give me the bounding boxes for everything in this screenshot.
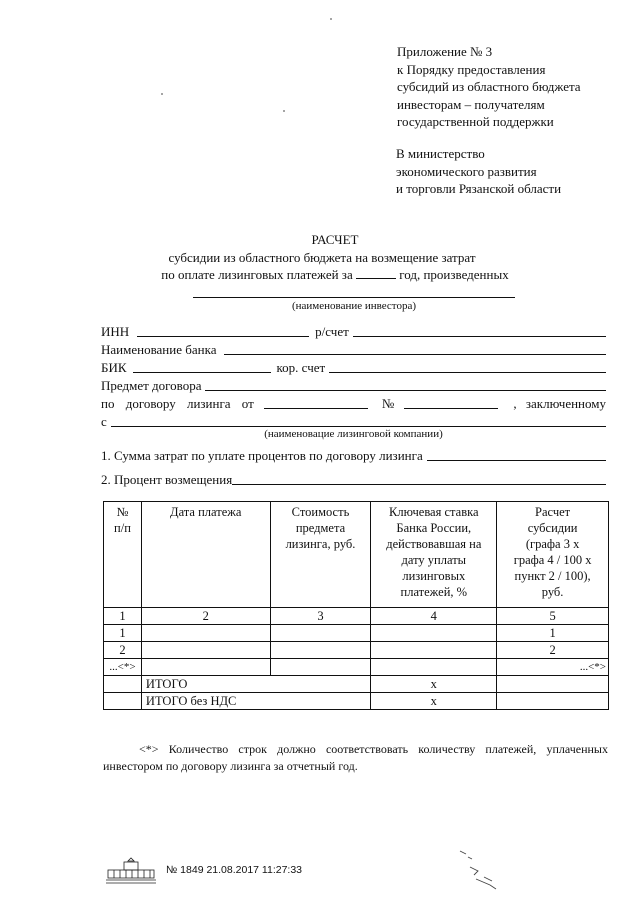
lessor-caption: (наименовацие лизинговой компании) xyxy=(264,428,443,440)
table-cell xyxy=(104,693,142,710)
table-cell: 1 xyxy=(497,625,609,642)
total-no-vat-label: ИТОГО без НДС xyxy=(141,693,370,710)
corr-account-blank[interactable] xyxy=(329,360,606,373)
total-mark: х xyxy=(371,676,497,693)
scan-speck xyxy=(283,110,285,112)
header-cell: Ключевая ставка Банка России, действовавшая на дату уплаты лизинговых платежей, % xyxy=(371,502,497,608)
item-2-row xyxy=(101,470,606,488)
year-blank[interactable] xyxy=(356,267,396,279)
contract-row xyxy=(101,394,606,412)
bank-name-blank[interactable] xyxy=(224,342,606,355)
table-cell: ...<*> xyxy=(104,659,142,676)
recipient-line: В министерство xyxy=(396,146,485,161)
inn-row xyxy=(101,322,606,340)
column-number: 4 xyxy=(371,608,497,625)
table-row xyxy=(104,659,609,676)
number-sign: № xyxy=(381,396,395,411)
column-number: 2 xyxy=(141,608,270,625)
inn-label: ИНН xyxy=(101,324,130,339)
table-cell[interactable] xyxy=(270,642,371,659)
emblem-stamp-icon xyxy=(104,856,158,886)
investor-caption: (наименование инвестора) xyxy=(291,300,417,312)
total-row xyxy=(104,676,609,693)
column-number: 5 xyxy=(497,608,609,625)
header-cell: Стоимость предмета лизинга, руб. xyxy=(270,502,371,608)
bik-blank[interactable] xyxy=(133,360,271,373)
table-cell: 1 xyxy=(104,625,142,642)
table-header-row xyxy=(104,502,609,608)
appendix-line: к Порядку предоставления xyxy=(397,61,546,77)
registration-stamp: № 1849 21.08.2017 11:27:33 xyxy=(166,864,303,876)
contract-label: по договору лизинга от xyxy=(101,396,254,411)
bik-label: БИК xyxy=(101,360,127,375)
contract-date-blank[interactable] xyxy=(264,396,368,409)
table-cell[interactable] xyxy=(371,659,497,676)
title-text: по оплате лизинговых платежей за xyxy=(161,267,353,282)
corr-account-label: кор. счет xyxy=(276,360,326,375)
header-cell: № п/п xyxy=(104,502,142,608)
item-1-label: 1. Сумма затрат по уплате процентов по договору лизинга xyxy=(101,448,423,463)
total-label: ИТОГО xyxy=(141,676,370,693)
table-cell[interactable] xyxy=(141,625,270,642)
contract-number-blank[interactable] xyxy=(404,396,498,409)
column-number-row xyxy=(104,608,609,625)
concluded-label: , заключенному xyxy=(513,396,606,411)
bik-row xyxy=(101,358,606,376)
inn-blank[interactable] xyxy=(137,324,309,337)
title-heading: РАСЧЕТ xyxy=(311,232,359,247)
table-cell[interactable] xyxy=(141,659,270,676)
column-number: 3 xyxy=(270,608,371,625)
item-1-row xyxy=(101,446,606,464)
table-cell[interactable] xyxy=(371,625,497,642)
item-2-label: 2. Процент возмещения xyxy=(101,472,233,487)
total-no-vat-row xyxy=(104,693,609,710)
table-cell: 2 xyxy=(497,642,609,659)
table-cell[interactable] xyxy=(141,642,270,659)
total-no-vat-mark: х xyxy=(371,693,497,710)
document-title xyxy=(0,231,640,284)
subsidy-table xyxy=(103,501,609,710)
appendix-line: государственной поддержки xyxy=(397,114,554,129)
account-blank[interactable] xyxy=(353,324,606,337)
header-cell: Расчет субсидии (графа 3 х графа 4 / 100 х пункт 2 / 100), руб. xyxy=(497,502,609,608)
signature-mark-icon xyxy=(456,845,512,893)
investor-name-blank[interactable] xyxy=(193,297,515,298)
scan-speck xyxy=(330,18,332,20)
table-cell[interactable] xyxy=(371,642,497,659)
with-label: с xyxy=(101,414,107,429)
title-text: год, произведенных xyxy=(399,267,509,282)
appendix-note xyxy=(397,43,581,131)
column-number: 1 xyxy=(104,608,142,625)
recipient-line: экономического развития xyxy=(396,163,537,179)
title-line xyxy=(0,266,640,284)
footnote: <*> Количество строк должно соответствовать количеству платежей, уплаченных инвестором по договору лизинга за отчетный год. xyxy=(103,742,608,773)
scan-speck xyxy=(161,93,163,95)
table-cell[interactable] xyxy=(270,625,371,642)
appendix-line: Приложение № 3 xyxy=(397,44,493,59)
bank-name-label: Наименование банка xyxy=(101,342,217,357)
table-row xyxy=(104,625,609,642)
table-cell: ...<*> xyxy=(497,659,609,676)
title-line: субсидии из областного бюджета на возмещение затрат xyxy=(168,249,476,265)
table-cell[interactable] xyxy=(270,659,371,676)
subject-blank[interactable] xyxy=(205,378,606,391)
lessor-blank[interactable] xyxy=(111,414,606,427)
recipient-block xyxy=(396,145,561,198)
table-row xyxy=(104,642,609,659)
table-cell xyxy=(104,676,142,693)
subject-label: Предмет договора xyxy=(101,378,202,393)
appendix-line: инвесторам – получателям xyxy=(397,96,545,112)
account-label: р/счет xyxy=(315,324,349,339)
subject-row xyxy=(101,376,606,394)
bank-row xyxy=(101,340,606,358)
appendix-line: субсидий из областного бюджета xyxy=(397,79,581,94)
item-2-blank[interactable] xyxy=(232,472,606,485)
header-cell: Дата платежа xyxy=(141,502,270,608)
table-cell[interactable] xyxy=(497,693,609,710)
recipient-line: и торговли Рязанской области xyxy=(396,181,562,196)
table-cell[interactable] xyxy=(497,676,609,693)
table-cell: 2 xyxy=(104,642,142,659)
item-1-blank[interactable] xyxy=(427,448,606,461)
